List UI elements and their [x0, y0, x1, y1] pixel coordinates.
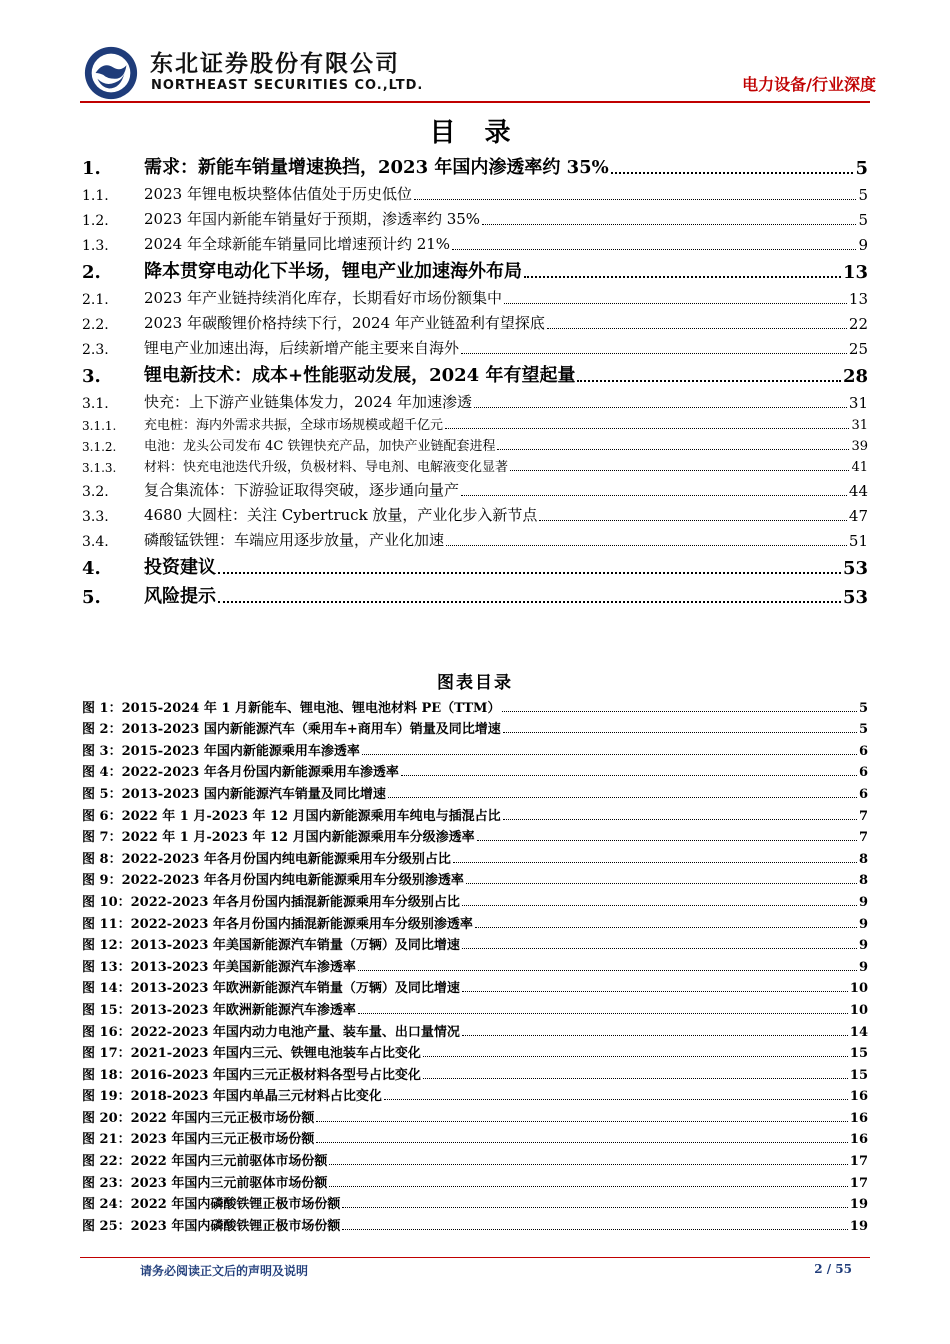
toc-leader-dots [547, 328, 847, 329]
figure-leader-dots [462, 948, 857, 949]
figure-list [82, 694, 868, 1234]
toc-entry[interactable] [82, 179, 868, 204]
figure-entry[interactable] [82, 759, 868, 781]
toc-entry-title: 降本贯穿电动化下半场，锂电产业加速海外布局 [144, 261, 522, 282]
figure-entry-page: 10 [849, 981, 868, 997]
toc-entry[interactable] [82, 229, 868, 254]
figure-entry-page: 9 [858, 938, 868, 954]
figure-entry[interactable] [82, 1126, 868, 1148]
toc-entry-page: 31 [848, 394, 868, 412]
figure-leader-dots [342, 1229, 848, 1230]
page-number: 2 / 55 [814, 1262, 852, 1276]
toc-entry[interactable] [82, 579, 868, 608]
figure-entry-page: 19 [849, 1218, 868, 1234]
figure-entry-page: 17 [849, 1154, 868, 1170]
toc-entry[interactable] [82, 550, 868, 579]
page-header [80, 40, 876, 100]
toc-entry-number: 2.2. [82, 317, 109, 333]
figure-entry-title: 图 17：2021-2023 年国内三元、铁锂电池装车占比变化 [82, 1046, 421, 1062]
toc-entry[interactable] [82, 475, 868, 500]
toc-entry-page: 25 [848, 340, 868, 358]
toc-entry-number: 2.3. [82, 342, 109, 358]
figure-leader-dots [423, 1078, 848, 1079]
figure-entry-page: 17 [849, 1175, 868, 1191]
toc-entry-number: 4. [82, 558, 101, 579]
figure-entry[interactable] [82, 953, 868, 975]
figure-entry-title: 图 1：2015-2024 年 1 月新能车、锂电池、锂电池材料 PE（TTM） [82, 700, 501, 716]
toc-entry-page: 28 [842, 366, 868, 387]
figure-entry-page: 5 [858, 700, 868, 716]
figure-entry[interactable] [82, 1061, 868, 1083]
figure-leader-dots [384, 1099, 848, 1100]
toc-leader-dots [218, 572, 841, 574]
figure-entry[interactable] [82, 845, 868, 867]
figure-list-title: 图表目录 [437, 673, 513, 693]
figure-entry[interactable] [82, 888, 868, 910]
toc-entry-title: 4680 大圆柱：关注 Cybertruck 放量，产业化步入新节点 [144, 506, 538, 524]
toc-entry-page: 41 [851, 460, 868, 475]
toc-leader-dots [577, 380, 840, 382]
header-divider [80, 101, 870, 103]
figure-entry-page: 7 [858, 830, 868, 846]
toc-entry-title: 2024 年全球新能车销量同比增速预计约 21% [144, 235, 451, 253]
figure-entry[interactable] [82, 737, 868, 759]
figure-entry-page: 8 [858, 851, 868, 867]
figure-entry-title: 图 24：2022 年国内磷酸铁锂正极市场份额 [82, 1197, 341, 1213]
toc-title: 目 录 [429, 118, 521, 148]
figure-leader-dots [329, 1186, 848, 1187]
figure-entry-title: 图 22：2022 年国内三元前驱体市场份额 [82, 1154, 328, 1170]
toc-entry-number: 1.2. [82, 213, 109, 229]
figure-entry-title: 图 25：2023 年国内磷酸铁锂正极市场份额 [82, 1218, 341, 1234]
figure-entry[interactable] [82, 867, 868, 889]
figure-entry-page: 6 [858, 743, 868, 759]
toc-entry-page: 51 [848, 532, 868, 550]
figure-entry-page: 7 [858, 808, 868, 824]
toc-entry-number: 2. [82, 262, 101, 283]
figure-entry[interactable] [82, 802, 868, 824]
figure-leader-dots [388, 797, 857, 798]
figure-entry[interactable] [82, 1169, 868, 1191]
figure-entry[interactable] [82, 1040, 868, 1062]
figure-leader-dots [358, 1013, 848, 1014]
toc-entry-title: 2023 年国内新能车销量好于预期，渗透率约 35% [144, 210, 481, 228]
figure-leader-dots [453, 862, 857, 863]
figure-entry-title: 图 11：2022-2023 年各月份国内插混新能源乘用车分级别渗透率 [82, 916, 473, 932]
toc-leader-dots [497, 449, 849, 450]
figure-entry-page: 16 [849, 1110, 868, 1126]
figure-entry-title: 图 9：2022-2023 年各月份国内纯电新能源乘用车分级别渗透率 [82, 873, 464, 889]
toc-entry-number: 3.1.2. [82, 440, 117, 454]
toc-entry-page: 5 [855, 158, 868, 179]
toc-entry[interactable] [82, 308, 868, 333]
toc-entry-page: 13 [842, 262, 868, 283]
toc-entry[interactable] [82, 283, 868, 308]
toc-entry[interactable] [82, 358, 868, 387]
toc-entry[interactable] [82, 387, 868, 412]
toc-entry-number: 5. [82, 587, 101, 608]
figure-entry-title: 图 5：2013-2023 国内新能源汽车销量及同比增速 [82, 786, 386, 802]
figure-entry[interactable] [82, 975, 868, 997]
figure-leader-dots [503, 819, 857, 820]
figure-entry-page: 15 [849, 1046, 868, 1062]
toc-entry-title: 2023 年锂电板块整体估值处于历史低位 [144, 185, 412, 203]
figure-entry-page: 15 [849, 1067, 868, 1083]
northeast-securities-logo-icon [82, 44, 140, 102]
company-name-en: NORTHEAST SECURITIES CO.,LTD. [151, 78, 424, 93]
toc-entry-page: 5 [858, 211, 868, 229]
figure-entry-page: 9 [858, 894, 868, 910]
figure-leader-dots [475, 927, 857, 928]
toc-leader-dots [461, 495, 847, 496]
figure-entry[interactable] [82, 1083, 868, 1105]
toc-leader-dots [611, 172, 854, 174]
toc-leader-dots [218, 601, 841, 603]
toc-leader-dots [504, 303, 847, 304]
toc-entry-page: 44 [848, 482, 868, 500]
figure-entry[interactable] [82, 1212, 868, 1234]
toc-entry-title: 磷酸锰铁锂：车端应用逐步放量，产业化加速 [144, 531, 445, 549]
figure-entry[interactable] [82, 932, 868, 954]
figure-entry-title: 图 10：2022-2023 年各月份国内插混新能源乘用车分级别占比 [82, 894, 460, 910]
toc-leader-dots [445, 428, 849, 429]
company-name-cn: 东北证券股份有限公司 [150, 51, 400, 77]
toc-entry-title: 材料：快充电池迭代升级，负极材料、导电剂、电解液变化显著 [144, 460, 509, 475]
toc-leader-dots [446, 545, 847, 546]
figure-entry[interactable] [82, 1191, 868, 1213]
toc-leader-dots [452, 249, 856, 250]
toc-entry-number: 1.3. [82, 238, 109, 254]
toc-leader-dots [510, 470, 849, 471]
figure-leader-dots [466, 883, 857, 884]
toc-entry-title: 2023 年产业链持续消化库存，长期看好市场份额集中 [144, 289, 502, 307]
figure-entry[interactable] [82, 824, 868, 846]
figure-entry-title: 图 20：2022 年国内三元正极市场份额 [82, 1110, 315, 1126]
toc-entry-page: 47 [848, 507, 868, 525]
toc-entry[interactable] [82, 433, 868, 454]
footer-disclaimer: 请务必阅读正文后的声明及说明 [140, 1264, 309, 1278]
toc-leader-dots [474, 407, 847, 408]
figure-entry-title: 图 6：2022 年 1 月-2023 年 12 月国内新能源乘用车纯电与插混占比 [82, 808, 501, 824]
figure-entry-page: 9 [858, 959, 868, 975]
figure-entry-title: 图 15：2013-2023 年欧洲新能源汽车渗透率 [82, 1002, 356, 1018]
figure-entry-page: 6 [858, 765, 868, 781]
figure-leader-dots [362, 754, 857, 755]
figure-entry[interactable] [82, 694, 868, 716]
figure-entry-title: 图 13：2013-2023 年美国新能源汽车渗透率 [82, 959, 356, 975]
toc-entry-number: 1.1. [82, 188, 109, 204]
toc-entry-number: 3.1.1. [82, 419, 117, 433]
figure-entry-title: 图 18：2016-2023 年国内三元正极材料各型号占比变化 [82, 1067, 421, 1083]
figure-entry-title: 图 2：2013-2023 国内新能源汽车（乘用车+商用车）销量及同比增速 [82, 722, 501, 738]
figure-entry-title: 图 16：2022-2023 年国内动力电池产量、装车量、出口量情况 [82, 1024, 460, 1040]
toc-entry-title: 锂电产业加速出海，后续新增产能主要来自海外 [144, 339, 460, 357]
figure-entry-page: 14 [849, 1024, 868, 1040]
toc-entry[interactable] [82, 412, 868, 433]
toc-entry[interactable] [82, 454, 868, 475]
figure-entry[interactable] [82, 1018, 868, 1040]
toc-leader-dots [414, 199, 857, 200]
figure-leader-dots [462, 991, 848, 992]
figure-entry-title: 图 23：2023 年国内三元前驱体市场份额 [82, 1175, 328, 1191]
footer-divider [80, 1257, 870, 1258]
figure-leader-dots [503, 732, 857, 733]
figure-entry[interactable] [82, 910, 868, 932]
toc-entry-page: 31 [851, 418, 868, 433]
figure-leader-dots [358, 970, 857, 971]
figure-leader-dots [401, 775, 857, 776]
figure-leader-dots [462, 1035, 848, 1036]
toc-entry-page: 53 [842, 587, 868, 608]
toc-leader-dots [524, 276, 841, 278]
toc-entry-title: 电池：龙头公司发布 4C 铁锂快充产品，加快产业链配套进程 [144, 439, 496, 454]
toc-entry-title: 快充：上下游产业链集体发力，2024 年加速渗透 [144, 393, 472, 411]
figure-entry[interactable] [82, 1147, 868, 1169]
figure-leader-dots [316, 1121, 848, 1122]
figure-leader-dots [342, 1207, 848, 1208]
figure-entry-title: 图 4：2022-2023 年各月份国内新能源乘用车渗透率 [82, 765, 399, 781]
toc-entry-title: 2023 年碳酸锂价格持续下行，2024 年产业链盈利有望探底 [144, 314, 545, 332]
figure-entry[interactable] [82, 1104, 868, 1126]
figure-entry[interactable] [82, 716, 868, 738]
figure-entry-page: 16 [849, 1132, 868, 1148]
toc-entry[interactable] [82, 333, 868, 358]
figure-entry-title: 图 7：2022 年 1 月-2023 年 12 月国内新能源乘用车分级渗透率 [82, 830, 475, 846]
figure-entry[interactable] [82, 780, 868, 802]
toc-entry-title: 投资建议 [144, 557, 216, 578]
figure-leader-dots [329, 1164, 848, 1165]
figure-entry-title: 图 14：2013-2023 年欧洲新能源汽车销量（万辆）及同比增速 [82, 981, 460, 997]
toc-entry-number: 2.1. [82, 292, 109, 308]
toc-entry-title: 充电桩：海内外需求共振，全球市场规模或超千亿元 [144, 418, 444, 433]
figure-entry-title: 图 21：2023 年国内三元正极市场份额 [82, 1132, 315, 1148]
toc-entry-page: 53 [842, 558, 868, 579]
figure-entry-page: 10 [849, 1002, 868, 1018]
figure-leader-dots [423, 1056, 848, 1057]
figure-entry-page: 9 [858, 916, 868, 932]
figure-leader-dots [462, 905, 857, 906]
figure-entry-title: 图 3：2015-2023 年国内新能源乘用车渗透率 [82, 743, 360, 759]
figure-entry-title: 图 19：2018-2023 年国内单晶三元材料占比变化 [82, 1089, 382, 1105]
figure-entry-page: 8 [858, 873, 868, 889]
toc-entry-number: 3.2. [82, 484, 109, 500]
toc-entry-page: 9 [858, 236, 868, 254]
table-of-contents [82, 150, 868, 608]
toc-entry-title: 复合集流体：下游验证取得突破，逐步通向量产 [144, 481, 460, 499]
toc-entry-number: 3.1.3. [82, 461, 117, 475]
figure-leader-dots [477, 840, 857, 841]
toc-entry-number: 1. [82, 158, 101, 179]
toc-entry[interactable] [82, 525, 868, 550]
toc-entry[interactable] [82, 500, 868, 525]
toc-leader-dots [461, 353, 847, 354]
toc-entry[interactable] [82, 150, 868, 179]
figure-entry-page: 19 [849, 1197, 868, 1213]
figure-entry-page: 6 [858, 786, 868, 802]
figure-entry-page: 5 [858, 722, 868, 738]
figure-entry-title: 图 8：2022-2023 年各月份国内纯电新能源乘用车分级别占比 [82, 851, 451, 867]
toc-leader-dots [539, 520, 846, 521]
toc-entry-title: 锂电新技术：成本+性能驱动发展，2024 年有望起量 [144, 365, 576, 386]
toc-entry[interactable] [82, 254, 868, 283]
report-type-label: 电力设备/行业深度 [742, 75, 876, 94]
toc-entry-page: 5 [858, 186, 868, 204]
toc-entry-page: 39 [851, 439, 868, 454]
toc-entry-title: 需求：新能车销量增速换挡，2023 年国内渗透率约 35% [144, 157, 609, 178]
figure-entry-page: 16 [849, 1089, 868, 1105]
toc-entry-number: 3.1. [82, 396, 109, 412]
figure-leader-dots [316, 1142, 848, 1143]
figure-entry-title: 图 12：2013-2023 年美国新能源汽车销量（万辆）及同比增速 [82, 938, 460, 954]
toc-entry[interactable] [82, 204, 868, 229]
figure-leader-dots [502, 711, 857, 712]
toc-entry-number: 3. [82, 366, 101, 387]
figure-entry[interactable] [82, 996, 868, 1018]
toc-entry-page: 13 [848, 290, 868, 308]
toc-entry-page: 22 [848, 315, 868, 333]
toc-entry-title: 风险提示 [144, 586, 216, 607]
toc-entry-number: 3.4. [82, 534, 109, 550]
toc-entry-number: 3.3. [82, 509, 109, 525]
toc-leader-dots [482, 224, 856, 225]
